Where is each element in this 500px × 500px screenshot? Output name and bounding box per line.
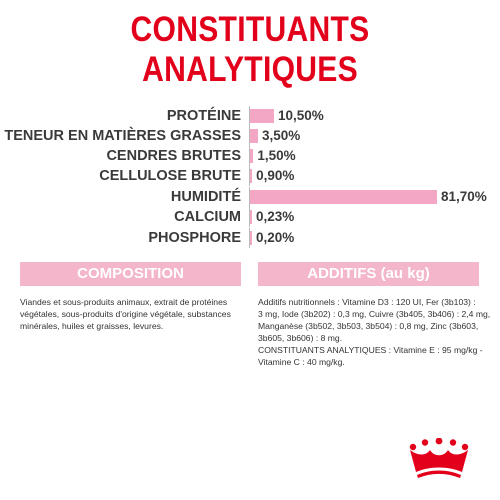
value-bar <box>250 169 252 183</box>
chart-row <box>0 207 500 227</box>
value-bar <box>250 149 253 163</box>
value-label: 0,23% <box>256 209 295 224</box>
category-label: CENDRES BRUTES <box>106 148 241 164</box>
composition-line: Viandes et sous-produits animaux, extrait de protéines <box>20 297 228 307</box>
value-label: 10,50% <box>278 108 324 123</box>
additifs-line: Vitamine C : 40 mg/kg. <box>258 357 345 367</box>
additifs-line: Additifs nutritionnels : Vitamine D3 : 120 UI, Fer (3b103) : <box>258 297 476 307</box>
composition-line: végétales, sous-produits d'origine végétale, substances <box>20 309 231 319</box>
composition-text <box>20 296 245 332</box>
page-title: CONSTITUANTS ANALYTIQUES <box>130 10 370 89</box>
value-bar <box>250 231 252 245</box>
value-bar <box>250 109 274 123</box>
value-bar <box>250 210 252 224</box>
value-label: 0,20% <box>256 230 295 245</box>
composition-line: minérales, huiles et graisses, levures. <box>20 321 164 331</box>
chart-row <box>0 187 500 207</box>
category-label: CELLULOSE BRUTE <box>99 168 241 184</box>
chart-row <box>0 106 500 126</box>
additifs-header: ADDITIFS (au kg) <box>258 262 479 286</box>
category-label: CALCIUM <box>174 209 241 225</box>
additifs-line: CONSTITUANTS ANALYTIQUES : Vitamine E : 95 mg/kg - <box>258 345 483 355</box>
category-label: TENEUR EN MATIÈRES GRASSES <box>4 128 241 144</box>
composition-header: COMPOSITION <box>20 262 241 286</box>
chart-row <box>0 228 500 248</box>
additifs-text <box>258 296 494 368</box>
category-label: PROTÉINE <box>166 108 241 124</box>
category-label: PHOSPHORE <box>148 230 241 246</box>
chart-row <box>0 166 500 186</box>
chart-row <box>0 126 500 146</box>
value-label: 0,90% <box>256 168 295 183</box>
value-label: 3,50% <box>262 128 301 143</box>
royal-canin-logo-icon <box>406 438 472 480</box>
chart-row <box>0 146 500 166</box>
value-bar <box>250 190 437 204</box>
value-label: 81,70% <box>441 189 487 204</box>
additifs-line: 3 mg, Iode (3b202) : 0,3 mg, Cuivre (3b405, 3b406) : 2,4 mg, <box>258 309 491 319</box>
value-bar <box>250 129 258 143</box>
value-label: 1,50% <box>257 148 296 163</box>
additifs-line: 3b605, 3b606) : 8 mg. <box>258 333 343 343</box>
additifs-line: Manganèse (3b502, 3b503, 3b504) : 0,8 mg, Zinc (3b603, <box>258 321 479 331</box>
category-label: HUMIDITÉ <box>170 189 241 205</box>
